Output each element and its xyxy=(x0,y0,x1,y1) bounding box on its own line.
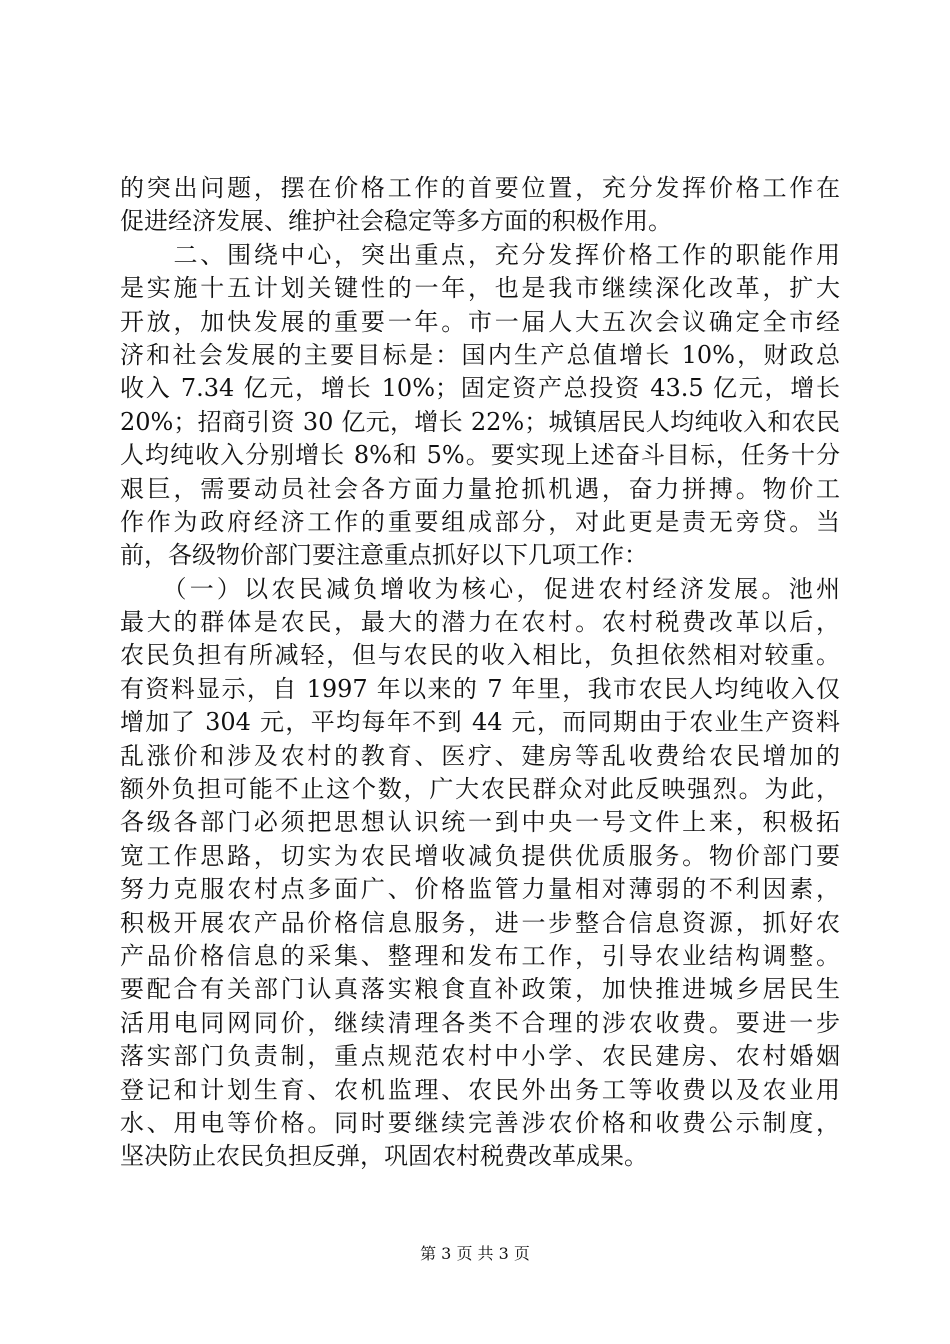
text-line: 各级各部门必须把思想认识统一到中央一号文件上来，积极拓 xyxy=(120,808,840,837)
text-line: 促进经济发展、维护社会稳定等多方面的积极作用。 xyxy=(120,207,672,236)
text-line: 开放，加快发展的重要一年。市一届人大五次会议确定全市经 xyxy=(120,307,840,336)
text-line: 要配合有关部门认真落实粮食直补政策，加快推进城乡居民生 xyxy=(120,975,840,1004)
text-line: 水、用电等价格。同时要继续完善涉农价格和收费公示制度， xyxy=(120,1108,840,1137)
text-line: 登记和计划生育、农机监理、农民外出务工等收费以及农业用 xyxy=(120,1075,840,1104)
text-line: 艰巨，需要动员社会各方面力量抢抓机遇，奋力拼搏。物价工 xyxy=(120,474,840,503)
text-line: 最大的群体是农民，最大的潜力在农村。农村税费改革以后， xyxy=(120,608,840,637)
text-line: 额外负担可能不止这个数，广大农民群众对此反映强烈。为此， xyxy=(120,775,840,804)
text-line: 落实部门负责制，重点规范农村中小学、农民建房、农村婚姻 xyxy=(120,1042,840,1071)
text-line: 宽工作思路，切实为农民增收减负提供优质服务。物价部门要 xyxy=(120,841,840,870)
text-line: 作作为政府经济工作的重要组成部分，对此更是责无旁贷。当 xyxy=(120,507,840,536)
text-line: 活用电同网同价，继续清理各类不合理的涉农收费。要进一步 xyxy=(120,1008,840,1037)
text-line: 的突出问题，摆在价格工作的首要位置，充分发挥价格工作在 xyxy=(120,174,840,202)
text-line: 有资料显示，自 1997 年以来的 7 年里，我市农民人均纯收入仅 xyxy=(120,674,840,703)
text-line: 济和社会发展的主要目标是：国内生产总值增长 10%，财政总 xyxy=(120,340,840,369)
text-line: 收入 7.34 亿元，增长 10%；固定资产总投资 43.5 亿元，增长 xyxy=(120,374,840,403)
page-number-footer: 第 3 页 共 3 页 xyxy=(420,1244,530,1263)
body-text xyxy=(120,172,840,1174)
text-line: 增加了 304 元，平均每年不到 44 元，而同期由于农业生产资料 xyxy=(120,708,840,737)
text-line: 坚决防止农民负担反弹，巩固农村税费改革成果。 xyxy=(120,1142,648,1171)
text-line: 产品价格信息的采集、整理和发布工作，引导农业结构调整。 xyxy=(120,941,840,970)
text-line: 努力克服农村点多面广、价格监管力量相对薄弱的不利因素， xyxy=(120,875,840,904)
text-line: 是实施十五计划关键性的一年，也是我市继续深化改革，扩大 xyxy=(120,274,840,303)
text-line: 人均纯收入分别增长 8%和 5%。要实现上述奋斗目标，任务十分 xyxy=(120,441,840,470)
section-heading: 二、围绕中心，突出重点，充分发挥价格工作的职能作用 xyxy=(120,240,840,269)
text-line: 乱涨价和涉及农村的教育、医疗、建房等乱收费给农民增加的 xyxy=(120,741,840,770)
text-line: 积极开展农产品价格信息服务，进一步整合信息资源，抓好农 xyxy=(120,908,840,937)
subsection-heading: （一）以农民减负增收为核心，促进农村经济发展。池州 xyxy=(120,574,840,603)
text-line: 农民负担有所减轻，但与农民的收入相比，负担依然相对较重。 xyxy=(120,641,840,670)
text-line: 20%；招商引资 30 亿元，增长 22%；城镇居民人均纯收入和农民 xyxy=(120,407,840,436)
text-line: 前，各级物价部门要注意重点抓好以下几项工作： xyxy=(120,541,648,570)
